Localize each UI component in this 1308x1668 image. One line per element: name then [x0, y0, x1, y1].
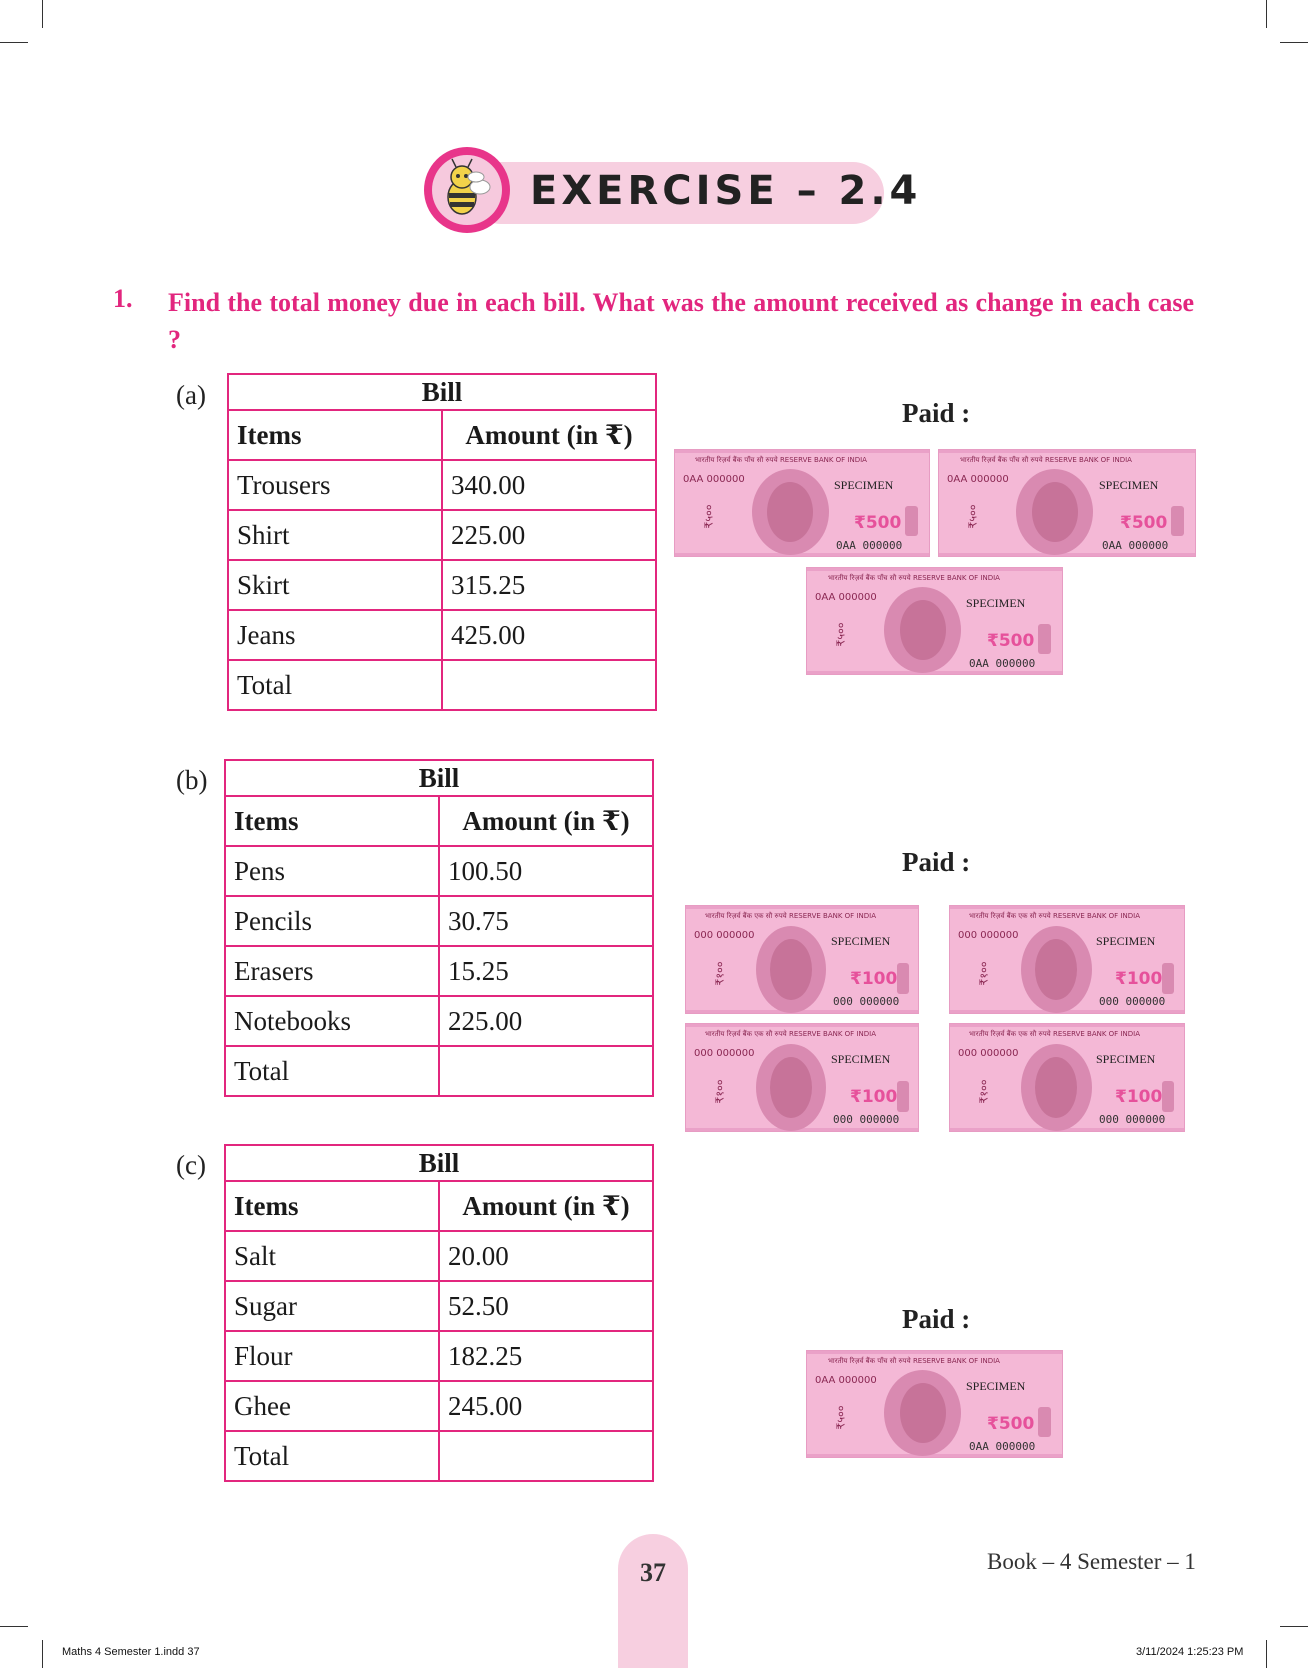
emblem-icon — [1038, 1407, 1051, 1437]
table-row — [225, 996, 653, 1046]
face-icon — [770, 1057, 812, 1118]
note-serial: 0AA 000000 — [836, 539, 903, 552]
bee-badge-icon — [424, 147, 510, 233]
crop-mark — [0, 1626, 28, 1627]
table-row — [228, 610, 656, 660]
note-serial: 000 000000 — [1099, 995, 1166, 1008]
note-vertical-value: ₹५०० — [834, 1405, 848, 1430]
amount-cell: 225.00 — [442, 510, 656, 560]
part-label-b: (b) — [176, 765, 208, 795]
part-label-c: (c) — [176, 1150, 206, 1180]
column-header-items: Items — [228, 410, 442, 460]
emblem-icon — [897, 963, 909, 994]
face-icon — [1035, 939, 1077, 1000]
bill-title: Bill — [225, 1145, 653, 1181]
specimen-label: SPECIMEN — [966, 1379, 1026, 1393]
banknote-100 — [685, 905, 919, 1014]
note-value: ₹100 — [1115, 969, 1163, 989]
crop-mark — [42, 0, 43, 28]
page-number: 37 — [640, 1558, 666, 1587]
column-header-amount: Amount (in ₹) — [439, 1181, 653, 1231]
question-text: Find the total money due in each bill. What was the amount received as change in each case ? — [168, 288, 1194, 354]
table-row — [225, 846, 653, 896]
face-icon — [770, 939, 812, 1000]
amount-cell: 245.00 — [439, 1381, 653, 1431]
question-number: 1. — [113, 284, 133, 313]
part-label-a: (a) — [176, 380, 206, 410]
crop-mark — [1266, 1640, 1267, 1668]
note-value: ₹100 — [850, 969, 898, 989]
total-label: Total — [228, 660, 442, 710]
note-value: ₹500 — [987, 1414, 1035, 1434]
table-row — [225, 1281, 653, 1331]
bill-table-c — [224, 1144, 654, 1482]
amount-cell: 425.00 — [442, 610, 656, 660]
amount-cell: 52.50 — [439, 1281, 653, 1331]
crop-mark — [0, 42, 28, 43]
table-row — [225, 1331, 653, 1381]
column-header-items: Items — [225, 1181, 439, 1231]
note-serial-top: 0AA 000000 — [947, 474, 1009, 485]
item-cell: Pens — [225, 846, 439, 896]
table-row — [228, 510, 656, 560]
note-band — [950, 906, 1184, 909]
page-number-tab — [618, 1534, 688, 1668]
total-row — [225, 1046, 653, 1096]
note-serial-top: 000 000000 — [958, 930, 1019, 941]
note-value: ₹500 — [854, 513, 902, 533]
specimen-label: SPECIMEN — [1096, 934, 1156, 948]
total-label: Total — [225, 1431, 439, 1481]
note-value: ₹100 — [850, 1087, 898, 1107]
note-band — [939, 553, 1195, 556]
item-cell: Flour — [225, 1331, 439, 1381]
note-serial: 0AA 000000 — [1102, 539, 1169, 552]
total-answer-cell[interactable] — [439, 1431, 653, 1481]
emblem-icon — [1171, 506, 1184, 536]
slug-left: Maths 4 Semester 1.indd 37 — [62, 1646, 200, 1658]
table-row — [225, 1381, 653, 1431]
note-band — [675, 450, 929, 453]
specimen-label: SPECIMEN — [1099, 478, 1159, 492]
column-header-amount: Amount (in ₹) — [439, 796, 653, 846]
note-serial: 000 000000 — [1099, 1113, 1166, 1126]
emblem-icon — [1038, 624, 1051, 654]
crop-mark — [1266, 0, 1267, 28]
amount-cell: 182.25 — [439, 1331, 653, 1381]
note-band — [807, 568, 1062, 571]
note-bank-text: भारतीय रिज़र्व बैंक पाँच सौ रुपये RESERVE BANK OF INDIA — [960, 456, 1132, 464]
face-icon — [1032, 482, 1078, 542]
note-vertical-value: ₹५०० — [966, 504, 980, 529]
item-cell: Trousers — [228, 460, 442, 510]
specimen-label: SPECIMEN — [831, 1052, 891, 1066]
crop-mark — [42, 1640, 43, 1668]
note-serial-top: 000 000000 — [694, 1048, 755, 1059]
note-band — [686, 906, 918, 909]
column-header-items: Items — [225, 796, 439, 846]
face-icon — [900, 600, 946, 660]
note-vertical-value: ₹५०० — [834, 622, 848, 647]
total-row — [228, 660, 656, 710]
total-label: Total — [225, 1046, 439, 1096]
paid-label-b: Paid : — [902, 847, 971, 877]
specimen-label: SPECIMEN — [834, 478, 894, 492]
total-answer-cell[interactable] — [442, 660, 656, 710]
amount-cell: 315.25 — [442, 560, 656, 610]
emblem-icon — [1162, 963, 1174, 994]
note-serial-top: 000 000000 — [958, 1048, 1019, 1059]
item-cell: Shirt — [228, 510, 442, 560]
note-serial: 0AA 000000 — [969, 657, 1036, 670]
specimen-label: SPECIMEN — [966, 596, 1026, 610]
specimen-label: SPECIMEN — [831, 934, 891, 948]
banknote-500 — [806, 567, 1063, 675]
bill-table-a — [227, 373, 657, 711]
table-row — [225, 946, 653, 996]
face-icon — [900, 1383, 946, 1443]
note-vertical-value: ₹१०० — [977, 961, 991, 986]
amount-cell: 225.00 — [439, 996, 653, 1046]
note-value: ₹100 — [1115, 1087, 1163, 1107]
bill-table-b — [224, 759, 654, 1097]
note-band — [950, 1024, 1184, 1027]
note-band — [807, 1351, 1062, 1354]
exercise-title: EXERCISE – 2.4 — [530, 168, 922, 214]
emblem-icon — [897, 1081, 909, 1112]
note-band — [686, 1024, 918, 1027]
note-band — [939, 450, 1195, 453]
slug-right: 3/11/2024 1:25:23 PM — [1136, 1646, 1244, 1658]
note-vertical-value: ₹१०० — [713, 961, 727, 986]
emblem-icon — [905, 506, 918, 536]
note-serial-top: 0AA 000000 — [815, 592, 877, 603]
face-icon — [767, 482, 813, 542]
note-value: ₹500 — [1120, 513, 1168, 533]
note-serial: 000 000000 — [833, 1113, 900, 1126]
banknote-500 — [806, 1350, 1063, 1458]
total-answer-cell[interactable] — [439, 1046, 653, 1096]
item-cell: Notebooks — [225, 996, 439, 1046]
banknote-100 — [949, 1023, 1185, 1132]
item-cell: Pencils — [225, 896, 439, 946]
table-row — [225, 896, 653, 946]
note-bank-text: भारतीय रिज़र्व बैंक पाँच सौ रुपये RESERVE BANK OF INDIA — [695, 456, 867, 464]
amount-cell: 15.25 — [439, 946, 653, 996]
item-cell: Ghee — [225, 1381, 439, 1431]
note-band — [807, 1454, 1062, 1457]
banknote-100 — [949, 905, 1185, 1014]
bill-title: Bill — [225, 760, 653, 796]
item-cell: Skirt — [228, 560, 442, 610]
note-serial: 0AA 000000 — [969, 1440, 1036, 1453]
banknote-500 — [674, 449, 930, 557]
item-cell: Erasers — [225, 946, 439, 996]
note-bank-text: भारतीय रिज़र्व बैंक एक सौ रुपये RESERVE BANK OF INDIA — [705, 912, 876, 920]
note-vertical-value: ₹१०० — [977, 1079, 991, 1104]
note-serial-top: 0AA 000000 — [815, 1375, 877, 1386]
bill-title: Bill — [228, 374, 656, 410]
note-serial-top: 000 000000 — [694, 930, 755, 941]
table-row — [228, 460, 656, 510]
note-bank-text: भारतीय रिज़र्व बैंक पाँच सौ रुपये RESERVE BANK OF INDIA — [828, 1357, 1000, 1365]
note-band — [675, 553, 929, 556]
book-info: Book – 4 Semester – 1 — [987, 1549, 1196, 1574]
item-cell: Jeans — [228, 610, 442, 660]
note-bank-text: भारतीय रिज़र्व बैंक एक सौ रुपये RESERVE BANK OF INDIA — [705, 1030, 876, 1038]
note-bank-text: भारतीय रिज़र्व बैंक एक सौ रुपये RESERVE BANK OF INDIA — [969, 1030, 1140, 1038]
banknote-500 — [938, 449, 1196, 557]
total-row — [225, 1431, 653, 1481]
note-band — [807, 671, 1062, 674]
banknote-100 — [685, 1023, 919, 1132]
table-row — [228, 560, 656, 610]
amount-cell: 20.00 — [439, 1231, 653, 1281]
item-cell: Sugar — [225, 1281, 439, 1331]
note-bank-text: भारतीय रिज़र्व बैंक एक सौ रुपये RESERVE BANK OF INDIA — [969, 912, 1140, 920]
amount-cell: 340.00 — [442, 460, 656, 510]
note-serial-top: 0AA 000000 — [683, 474, 745, 485]
note-bank-text: भारतीय रिज़र्व बैंक पाँच सौ रुपये RESERVE BANK OF INDIA — [828, 574, 1000, 582]
specimen-label: SPECIMEN — [1096, 1052, 1156, 1066]
note-vertical-value: ₹१०० — [713, 1079, 727, 1104]
amount-cell: 100.50 — [439, 846, 653, 896]
note-serial: 000 000000 — [833, 995, 900, 1008]
crop-mark — [1280, 1626, 1308, 1627]
note-vertical-value: ₹५०० — [702, 504, 716, 529]
item-cell: Salt — [225, 1231, 439, 1281]
amount-cell: 30.75 — [439, 896, 653, 946]
column-header-amount: Amount (in ₹) — [442, 410, 656, 460]
face-icon — [1035, 1057, 1077, 1118]
crop-mark — [1280, 42, 1308, 43]
paid-label-c: Paid : — [902, 1304, 971, 1334]
table-row — [225, 1231, 653, 1281]
note-value: ₹500 — [987, 631, 1035, 651]
emblem-icon — [1162, 1081, 1174, 1112]
paid-label-a: Paid : — [902, 398, 971, 428]
